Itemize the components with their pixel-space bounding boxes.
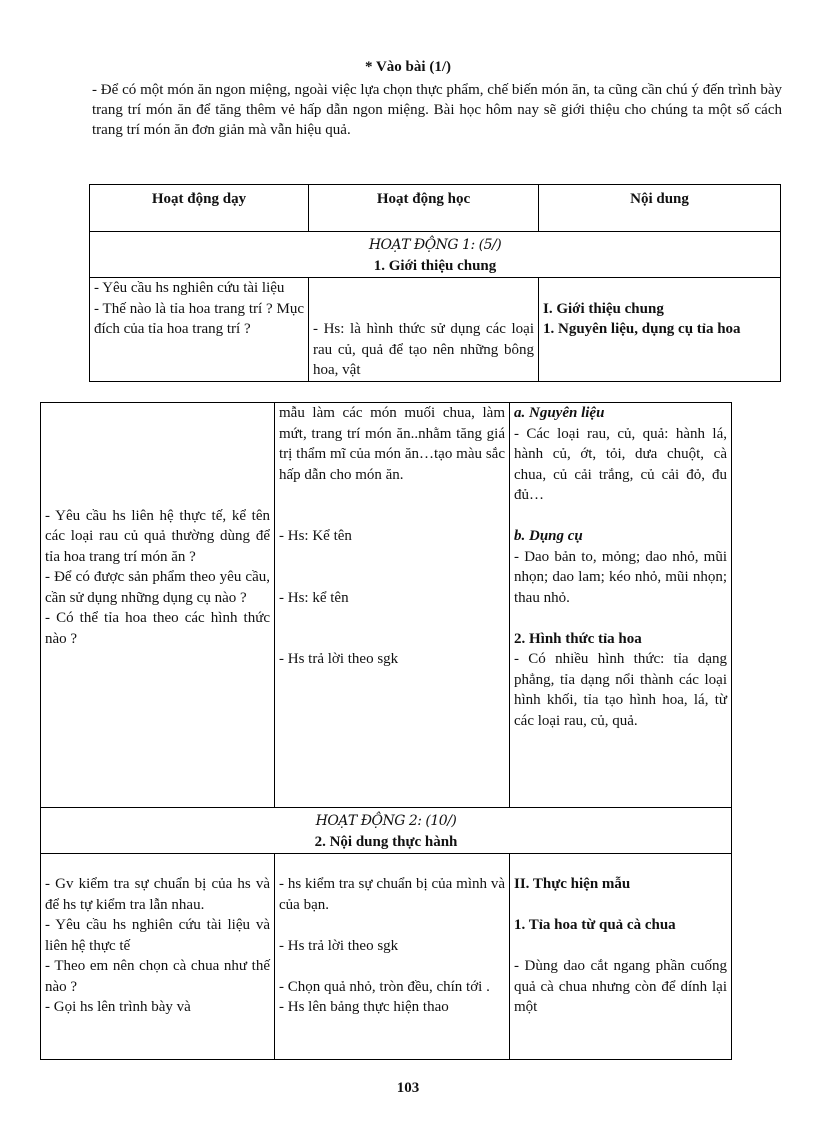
content-subheading: 1. Tỉa hoa từ quả cà chua xyxy=(514,917,676,933)
activity2-header-row xyxy=(41,808,732,854)
header-content: Nội dung xyxy=(539,185,781,232)
teach-item: - Để có được sản phẩm theo yêu cầu, cần sử dụng những dụng cụ nào ? xyxy=(45,569,270,606)
activity1-subtitle: 1. Giới thiệu chung xyxy=(373,257,497,274)
learn-item: - hs kiểm tra sự chuẩn bị của mình và của bạn. xyxy=(279,876,505,913)
content-text: - Có nhiều hình thức: tỉa dạng phẳng, tỉa dạng nổi thành các loại hình khối, tỉa tạo hình hoa, lá, từ các loại rau, củ, quả. xyxy=(514,651,727,729)
learn-item: - Hs: là hình thức sử dụng các loại rau củ, quả để tạo nên những bông hoa, vật xyxy=(313,321,534,378)
activity2-subtitle: 2. Nội dung thực hành xyxy=(314,833,458,850)
activity2-row xyxy=(41,854,732,1060)
content-subheading: a. Nguyên liệu xyxy=(514,405,605,421)
teach-item: - Yêu cầu hs liên hệ thực tế, kể tên các loại rau củ quả thường dùng để tỉa hoa trang trí món ăn ? xyxy=(45,507,270,565)
table-header-row xyxy=(90,185,781,232)
intro-title: * Vào bài (1/) xyxy=(365,59,451,75)
learn-item: - Hs trả lời theo sgk xyxy=(279,937,399,954)
teach-item: - Gv kiểm tra sự chuẩn bị của hs và để hs tự kiểm tra lẫn nhau. xyxy=(45,876,270,913)
learn-item: - Hs trả lời theo sgk xyxy=(279,651,399,667)
activity1-title: HOẠT ĐỘNG 1: (5/) xyxy=(368,237,502,253)
teach-item: - Gọi hs lên trình bày và xyxy=(45,999,191,1015)
intro-paragraph: - Để có một món ăn ngon miệng, ngoài việc lựa chọn thực phẩm, chế biến món ăn, ta cũng cần chú ý đến trình bày trang trí món ăn để tăng thêm vẻ hấp dẫn ngon miệng. Bài học hôm nay sẽ giới thiệu cho chúng ta một số cách trang trí món ăn đơn giản mà vẫn hiệu quả. xyxy=(92,82,782,138)
teach-item: - Yêu cầu hs nghiên cứu tài liệu xyxy=(94,280,285,296)
content-text: - Dao bản to, mỏng; dao nhỏ, mũi nhọn; dao lam; kéo nhỏ, mũi nhọn; thau nhỏ. xyxy=(514,548,727,606)
lesson-table-part1 xyxy=(89,184,781,382)
teach-item: - Yêu cầu hs nghiên cứu tài liệu và liên hệ thực tế xyxy=(45,917,270,954)
teach-item: - Có thể tỉa hoa theo các hình thức nào ? xyxy=(45,610,270,647)
learn-item: mẫu làm các món muối chua, làm mứt, trang trí món ăn..nhằm tăng giá trị thẩm mĩ của món ăn…tạo màu sắc hấp dẫn cho món ăn. xyxy=(279,405,505,483)
activity2-title: HOẠT ĐỘNG 2: (10/) xyxy=(315,813,457,829)
content-subheading: b. Dụng cụ xyxy=(514,528,583,544)
activity1-header-row xyxy=(90,232,781,278)
lesson-table-part2 xyxy=(40,402,732,1060)
content-row xyxy=(41,403,732,808)
content-text: - Dùng dao cắt ngang phần cuống quả cà chua nhưng còn để dính lại một xyxy=(514,958,727,1015)
content-heading: I. Giới thiệu chung xyxy=(543,300,664,317)
content-subheading: 1. Nguyên liệu, dụng cụ tỉa hoa xyxy=(543,321,741,337)
page-number: 103 xyxy=(396,1080,420,1096)
content-text: - Các loại rau, củ, quả: hành lá, hành củ, ớt, tỏi, dưa chuột, cà chua, củ cải trắng, củ cải đỏ, đu đủ… xyxy=(514,425,727,503)
learn-item: - Hs lên bảng thực hiện thao xyxy=(279,999,449,1015)
teach-item: - Thế nào là tỉa hoa trang trí ? Mục đích của tỉa hoa trang trí ? xyxy=(94,300,304,337)
learn-item: - Chọn quả nhỏ, tròn đều, chín tới . xyxy=(279,978,490,995)
content-heading: II. Thực hiện mẫu xyxy=(514,876,631,892)
learn-item: - Hs: kể tên xyxy=(279,589,349,606)
activity1-row xyxy=(90,278,781,382)
content-heading: 2. Hình thức tỉa hoa xyxy=(514,630,642,647)
header-teaching: Hoạt động dạy xyxy=(90,185,309,232)
teach-item: - Theo em nên chọn cà chua như thế nào ? xyxy=(45,958,270,995)
learn-item: - Hs: Kể tên xyxy=(279,528,352,544)
header-learning: Hoạt động học xyxy=(309,185,539,232)
